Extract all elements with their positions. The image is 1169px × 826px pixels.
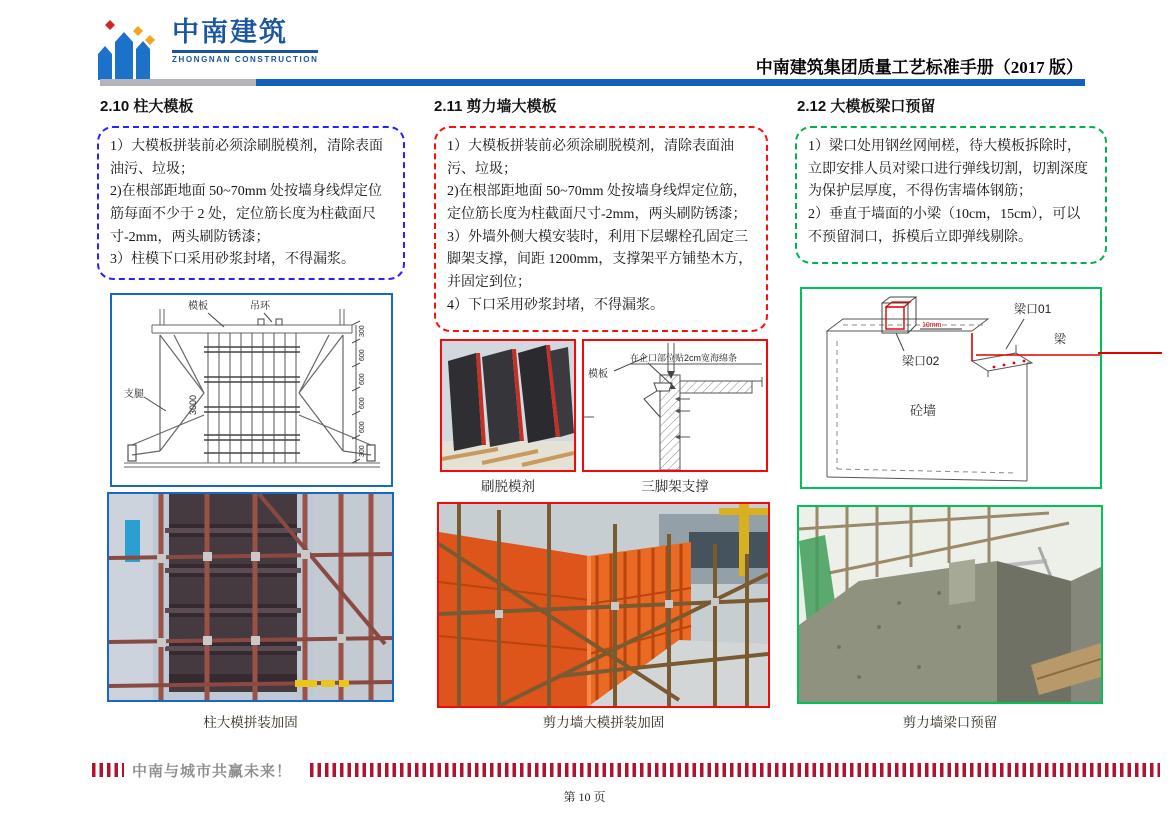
section-title-2-12: 2.12 大模板梁口预留	[797, 98, 936, 115]
note-item: 1）梁口处用钢丝网闸槎，待大模板拆除时，立即安排人员对梁口进行弹线切割，切割深度为保护层厚度，不得伤害墙体钢筋；	[808, 139, 1088, 200]
footer-stripe-left	[92, 763, 124, 777]
photo-shearwall-formwork-art	[439, 504, 768, 706]
label-dim-300: 300	[359, 325, 366, 337]
footer-slogan: 中南与城市共赢未来！	[132, 763, 293, 780]
photo-column-formwork	[107, 492, 394, 702]
subcaption-tripod-support: 三脚架支撑	[641, 479, 709, 494]
note-item: 2)在根部距地面 50~70mm 处按墙身线焊定位筋，定位筋长度为柱截面尺寸-2mm，两头刷防锈漆；	[447, 184, 748, 223]
section-title-2-10: 2.10 柱大模板	[100, 98, 194, 115]
note-item: 3）柱模下口采用砂浆封堵，不得漏浆。	[110, 252, 355, 268]
note-box-beam-opening	[795, 126, 1107, 264]
subcaption-release-agent: 刷脱模剂	[481, 479, 535, 494]
photo-column-formwork-art	[109, 494, 392, 700]
note-item: 1）大模板拼装前必须涂刷脱模剂，清除表面油污、垃圾；	[447, 139, 734, 177]
logo-name-en: ZHONGNAN CONSTRUCTION	[172, 54, 319, 64]
tripod-support-drawing	[584, 341, 766, 470]
header-rule-gray	[100, 79, 256, 86]
note-item: 4）下口采用砂浆封堵，不得漏浆。	[447, 297, 664, 313]
logo-houses-icon	[96, 18, 164, 82]
manual-title: 中南建筑集团质量工艺标准手册（2017 版）	[755, 58, 1083, 77]
caption-shearwall-formwork: 剪力墙大模拼装加固	[542, 715, 665, 730]
photo-beam-opening	[797, 505, 1103, 704]
label-concrete-wall: 砼墙	[910, 403, 937, 418]
label-dim-600: 600	[359, 397, 366, 409]
label-dim-note: 10mm	[922, 322, 942, 329]
page-number: 第 10 页	[563, 790, 606, 804]
caption-column-formwork: 柱大模拼装加固	[203, 715, 298, 730]
label-dim-600: 600	[359, 421, 366, 433]
note-item: 1）大模板拼装前必须涂刷脱模剂，清除表面油污、垃圾；	[110, 139, 383, 177]
company-logo	[96, 18, 318, 82]
figure-tripod-support-drawing	[582, 339, 768, 472]
section-title-2-11: 2.11 剪力墙大模板	[434, 98, 557, 115]
label-dim-300: 300	[359, 445, 366, 457]
label-lifting-ring: 吊环	[250, 301, 270, 312]
label-sponge-note: 在企口部位贴2cm宽海绵条	[630, 353, 738, 363]
logo-name-cn: 中南建筑	[172, 17, 288, 47]
label-dim-600: 600	[359, 373, 366, 385]
label-beam-opening-01: 梁口01	[1014, 302, 1052, 316]
beam-reference-line	[1098, 352, 1162, 354]
header-rule-blue	[256, 79, 1085, 86]
label-support-leg: 支腿	[124, 389, 144, 400]
photo-shearwall-formwork	[437, 502, 770, 708]
note-item: 2)在根部距地面 50~70mm 处按墙身线焊定位筋每面不少于 2 处，定位筋长度为柱截面尺寸-2mm，两头刷防锈漆；	[110, 184, 383, 245]
label-dim-3000: 3000	[188, 394, 198, 415]
note-item: 3）外墙外侧大模安装时，利用下层螺栓孔固定三脚架支撑，间距 1200mm，支撑架平方铺垫木方，并固定到位；	[447, 229, 753, 291]
photo-release-agent-art	[442, 341, 574, 470]
label-beam-opening-02: 梁口02	[902, 354, 940, 368]
photo-release-agent	[440, 339, 576, 472]
photo-beam-opening-art	[799, 507, 1101, 702]
note-item: 2）垂直于墙面的小梁（10cm，15cm），可以不预留洞口，拆模后立即弹线剔除。	[808, 207, 1081, 245]
note-box-shearwall-formwork	[434, 126, 768, 332]
label-formwork: 模板	[588, 369, 608, 380]
label-dim-600: 600	[359, 349, 366, 361]
label-beam: 梁	[1054, 332, 1067, 346]
note-box-column-formwork	[97, 126, 405, 280]
figure-beam-opening-drawing	[800, 287, 1102, 489]
footer-stripe-right	[310, 763, 1160, 777]
column-formwork-drawing	[112, 295, 391, 485]
caption-beam-opening: 剪力墙梁口预留	[902, 715, 998, 730]
beam-opening-drawing	[802, 289, 1100, 487]
figure-column-formwork-drawing	[110, 293, 393, 487]
label-formwork: 模板	[188, 301, 208, 312]
